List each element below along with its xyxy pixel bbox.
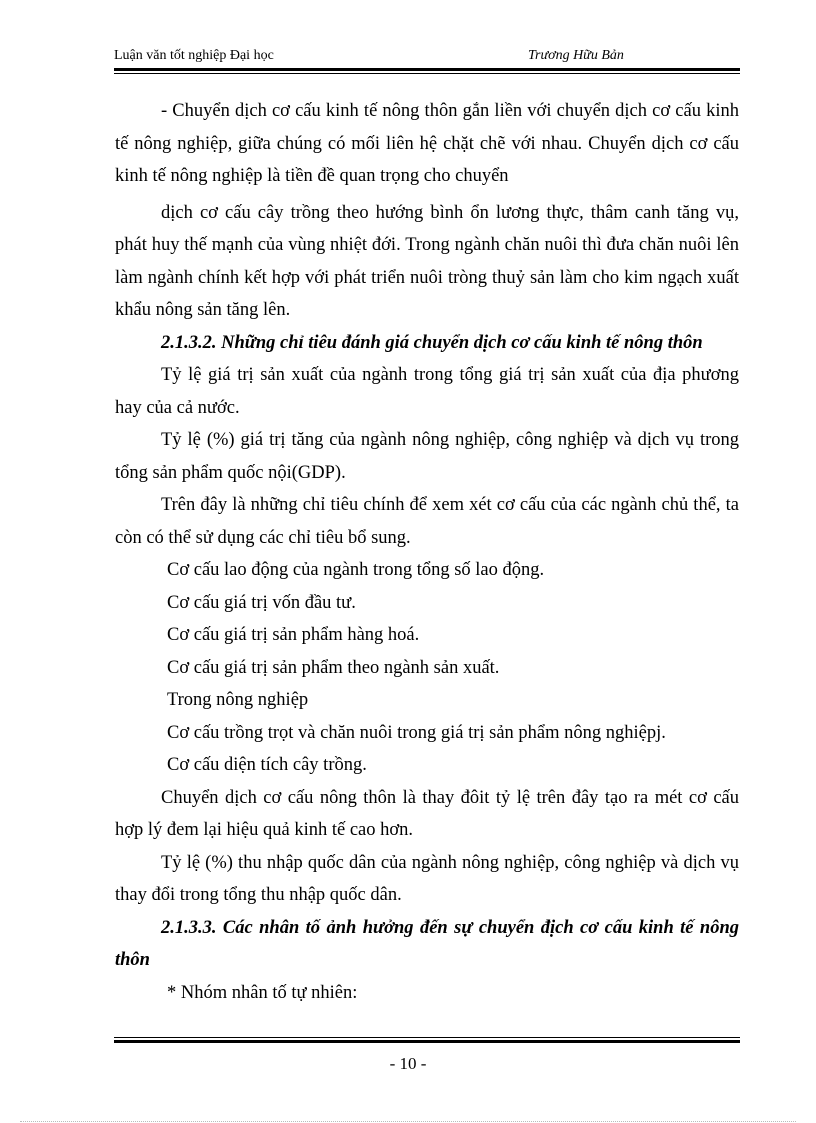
paragraph: Tỷ lệ (%) thu nhập quốc dân của ngành nông nghiệp, công nghiệp và dịch vụ thay đổi trong tổng thu nhập quốc dân. [115,852,739,905]
header-rule-thin [114,73,740,74]
paragraph: Tỷ lệ (%) giá trị tăng của ngành nông nghiệp, công nghiệp và dịch vụ trong tổng sản phẩm quốc nội(GDP). [115,430,739,483]
footer-rule-thick [114,1040,740,1043]
list-item: Cơ cấu trồng trọt và chăn nuôi trong giá trị sản phẩm nông nghiệpj. [167,722,666,743]
paragraph: Tỷ lệ giá trị sản xuất của ngành trong tổng giá trị sản xuất của địa phương hay của cả nước. [115,365,739,418]
list-item: Cơ cấu giá trị sản phẩm hàng hoá. [167,625,420,645]
paragraph: - Chuyển dịch cơ cấu kinh tế nông thôn gắn liền với chuyển dịch cơ cấu kinh tế nông nghiệp, giữa chúng có mối liên hệ chặt chẽ với nhau. Chuyển dịch cơ cấu kinh tế nông nghiệp là tiền đề quan trọng cho chuyển [115,101,739,186]
list-item: Cơ cấu diện tích cây trồng. [167,755,367,775]
list-item: Trong nông nghiệp [167,690,309,710]
section-heading-2-1-3-2: 2.1.3.2. Những chỉ tiêu đánh giá chuyển dịch cơ cấu kinh tế nông thôn [161,332,703,353]
section-heading-2-1-3-3: 2.1.3.3. Các nhân tố ảnh hưởng đến sự chuyển địch cơ cấu kinh tế nông thôn [115,917,739,970]
header-thesis-title: Luận văn tốt nghiệp Đại học [114,48,274,63]
header-rule-thick [114,68,740,71]
list-item: Cơ cấu giá trị sản phẩm theo ngành sản xuất. [167,657,500,678]
paragraph: Chuyển dịch cơ cấu nông thôn là thay đôit tỷ lệ trên đây tạo ra mét cơ cấu hợp lý đem lại hiệu quả kinh tế cao hơn. [115,787,739,840]
paragraph: Trên đây là những chỉ tiêu chính để xem xét cơ cấu của các ngành chủ thể, ta còn có thể sử dụng các chỉ tiêu bổ sung. [115,495,739,548]
paragraph: * Nhóm nhân tố tự nhiên: [167,982,358,1003]
page-body [115,95,739,1009]
paragraph: dịch cơ cấu cây trồng theo hướng bình ổn lương thực, thâm canh tăng vụ, phát huy thế mạnh của vùng nhiệt đới. Trong ngành chăn nuôi thì đưa chăn nuôi lên làm ngành chính kết hợp với phát triển nuôi tròng thuỷ sản làm cho kim ngạch xuất khẩu nông sản tăng lên. [115,202,739,320]
page-edge-dotted-line [20,1121,796,1122]
list-item: Cơ cấu giá trị vốn đầu tư. [167,592,356,613]
page-number: - 10 - [389,1054,427,1073]
header-author: Trương Hữu Bản [528,48,624,63]
list-item: Cơ cấu lao động của ngành trong tổng số lao động. [167,560,545,580]
footer-rule-thin [114,1037,740,1038]
page-header [114,48,740,68]
